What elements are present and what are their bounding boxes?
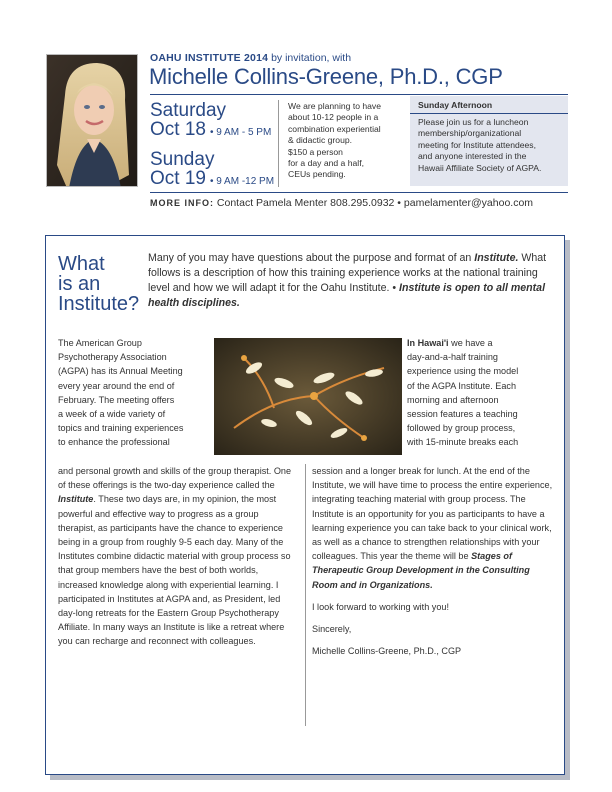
intro-text: Many of you may have questions about the purpose and format of an xyxy=(148,252,475,264)
more-info xyxy=(150,197,533,209)
heading-line: is an xyxy=(58,273,101,295)
theme-emphasis: Stages of Therapeutic Group Development in the Consulting Room and in Organizations. xyxy=(312,551,530,590)
text-line: topics and training experiences xyxy=(58,423,184,434)
event-line xyxy=(150,52,351,64)
sunday-afternoon-rule xyxy=(410,113,568,114)
planning-line: $150 a person xyxy=(288,146,343,157)
sunday-line: and anyone interested in the xyxy=(418,151,527,162)
planning-line: CEUs pending. xyxy=(288,169,346,180)
contact-text: Contact Pamela Menter 808.295.0932 xyxy=(216,197,395,209)
right-column-bottom xyxy=(312,464,553,658)
text-line: Psychotherapy Association xyxy=(58,352,167,363)
text-line: followed by group process, xyxy=(407,423,516,434)
text-line: February. The meeting offers xyxy=(58,394,175,405)
schedule-date xyxy=(150,120,271,143)
event-title: OAHU INSTITUTE 2014 xyxy=(150,52,269,64)
text-line xyxy=(407,336,553,350)
signature: Michelle Collins-Greene, Ph.D., CGP xyxy=(312,646,462,657)
more-info-label: MORE INFO: xyxy=(150,198,214,208)
planning-line: about 10-12 people in a xyxy=(288,112,379,123)
intro-text: What follows is a description of how this training experience works at the national training level and how we will adapt it for the Oahu Institute. • xyxy=(148,252,547,294)
schedule-sunday xyxy=(150,150,274,192)
planning-note xyxy=(288,101,396,181)
sunday-line: membership/organizational xyxy=(418,128,522,139)
header-rule xyxy=(150,94,568,95)
schedule-saturday xyxy=(150,101,271,143)
text-line: every year around the end of xyxy=(58,380,175,391)
text-line: The American Group xyxy=(58,338,142,348)
right-column-top xyxy=(407,336,553,450)
schedule-day: Saturday xyxy=(150,100,227,121)
sunday-line: Hawaii Affiliate Society of AGPA. xyxy=(418,162,542,173)
text-line: of the AGPA Institute. Each xyxy=(407,380,517,391)
text-line: to enhance the professional xyxy=(58,437,170,448)
sunday-line: meeting for Institute attendees, xyxy=(418,139,536,150)
flowers-image xyxy=(214,338,402,455)
text-fragment: we have a xyxy=(448,338,493,348)
intro-emphasis: Institute. xyxy=(474,252,519,264)
schedule-date xyxy=(150,169,274,192)
presenter-name: Michelle Collins-Greene, Ph.D., CGP xyxy=(149,64,503,89)
schedule-time: • 9 AM -12 PM xyxy=(209,176,275,187)
planning-line: combination experiential xyxy=(288,123,381,134)
presenter-photo xyxy=(46,54,138,187)
spacer xyxy=(312,614,553,622)
spacer xyxy=(312,592,553,600)
sunday-line: Please join us for a luncheon xyxy=(418,117,529,127)
info-rule xyxy=(150,192,568,193)
text-line: morning and afternoon xyxy=(407,394,499,405)
sunday-afternoon-text xyxy=(418,117,566,174)
text-line: (AGPA) has its Annual Meeting xyxy=(58,366,183,377)
schedule-date-text: Oct 19 xyxy=(150,168,206,189)
body-text: session and a longer break for lunch. At the end of the Institute, we will have time to process the entire experience, integrating teaching material with group process. The Institute is an opportunity for you as participants to have a learning experience you can take back to your clinical work, as well as a chance to strengthen relationships with your colleagues. This year the theme will be xyxy=(312,466,553,562)
heading-line: Institute? xyxy=(58,293,140,315)
schedule-divider xyxy=(278,100,279,187)
body-paragraph xyxy=(312,464,553,592)
separator-dot: • xyxy=(397,197,401,209)
text-line: experience using the model xyxy=(407,366,519,377)
heading-line: What xyxy=(58,253,105,275)
body-emphasis: Institute xyxy=(58,494,94,505)
text-line: with 15-minute breaks each xyxy=(407,437,519,448)
email-link[interactable]: pamelamenter@yahoo.com xyxy=(403,197,534,209)
hawaii-lead: In Hawai'i xyxy=(407,338,449,348)
body-text: and personal growth and skills of the group therapist. One of these offerings is the two-day experience called the xyxy=(58,466,292,491)
event-subtitle: by invitation, with xyxy=(271,52,352,64)
left-column-top xyxy=(58,336,208,450)
column-divider xyxy=(305,464,306,726)
closing-line: Sincerely, xyxy=(312,624,352,635)
planning-line: & didactic group. xyxy=(288,135,353,146)
sunday-afternoon-title: Sunday Afternoon xyxy=(418,100,493,110)
text-line: day-and-a-half training xyxy=(407,352,498,363)
schedule-time: • 9 AM - 5 PM xyxy=(209,127,272,138)
planning-line: for a day and a half, xyxy=(288,158,364,169)
schedule-day: Sunday xyxy=(150,149,215,170)
section-heading xyxy=(58,254,148,314)
body-text: . These two days are, in my opinion, the most powerful and effective way to progress as a group therapist, as participants have the chance to experience being in a group from roughly 9-5 each day. Many of the Institutes combine didactic material with group process so that group members have the best of both worlds, increased knowledge along with experiential learning. I participated in Institutes at AGPA and, as President, led day-long retreats for the Eastern Group Psychotherapy Affiliate. In many ways an Institute is like a retreat where you can recharge and reconnect with colleagues. xyxy=(58,494,291,647)
closing-line: I look forward to working with you! xyxy=(312,601,449,612)
schedule-date-text: Oct 18 xyxy=(150,119,206,140)
planning-line: We are planning to have xyxy=(288,101,382,111)
text-line: a week of a wide variety of xyxy=(58,409,166,420)
intro-paragraph xyxy=(148,251,548,311)
spacer xyxy=(312,636,553,644)
left-column-bottom xyxy=(58,464,294,649)
text-line: session features a teaching xyxy=(407,409,518,420)
intro-emphasis: Institute is open to all mental health disciplines. xyxy=(148,282,546,309)
